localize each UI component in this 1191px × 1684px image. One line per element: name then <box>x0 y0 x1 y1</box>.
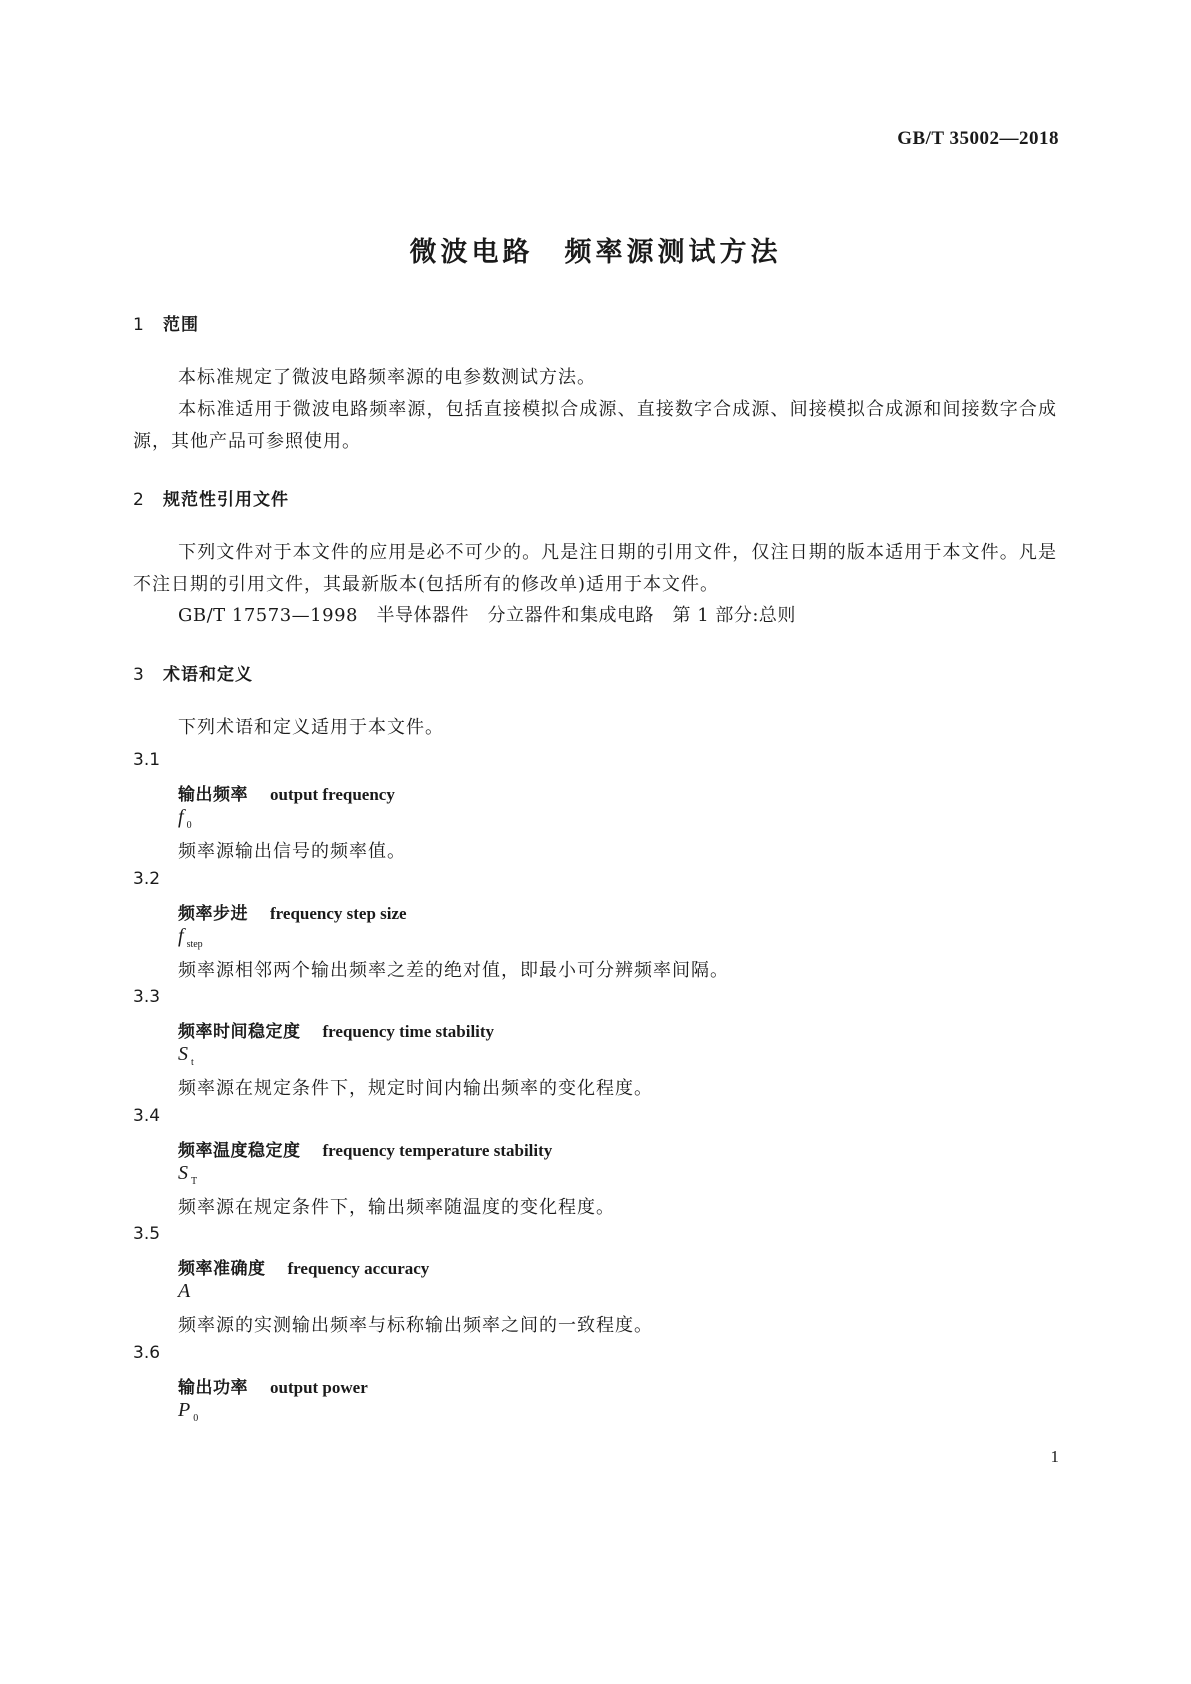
term-symbol-main: S <box>178 1043 188 1065</box>
section-number: 2 <box>133 490 145 510</box>
term-symbol-main: A <box>178 1280 191 1302</box>
term-number: 3.2 <box>133 868 161 889</box>
document-code: GB/T 35002—2018 <box>897 128 1059 149</box>
term-number: 3.5 <box>133 1224 161 1244</box>
term-symbol-subscript: 0 <box>186 820 192 831</box>
term-name-zh: 频率时间稳定度 <box>178 1022 301 1042</box>
section-title: 规范性引用文件 <box>163 490 289 510</box>
term-name-zh: 频率温度稳定度 <box>178 1140 301 1161</box>
term-name <box>178 1373 368 1398</box>
term-name-zh: 频率步进 <box>178 903 248 924</box>
term-symbol-main: f <box>178 924 184 947</box>
term-name-en: output power <box>270 1377 368 1397</box>
term-symbol-subscript: t <box>191 1057 194 1068</box>
term-symbol-main: S <box>178 1161 188 1184</box>
term-symbol-main: P <box>178 1398 191 1421</box>
term-symbol <box>178 925 203 950</box>
term-name-en: frequency step size <box>270 903 407 923</box>
term-symbol <box>178 1162 197 1187</box>
term-symbol <box>178 806 192 831</box>
term-name-zh: 输出频率 <box>178 785 248 805</box>
term-number: 3.4 <box>133 1105 161 1126</box>
section-number: 3 <box>133 665 145 685</box>
term-definition: 频率源的实测输出频率与标称输出频率之间的一致程度。 <box>178 1315 653 1336</box>
section-title: 范围 <box>163 315 199 335</box>
term-symbol-subscript: T <box>191 1175 198 1187</box>
term-name-en: frequency accuracy <box>287 1259 430 1278</box>
term-name-zh: 输出功率 <box>178 1377 248 1398</box>
term-name <box>178 1017 494 1042</box>
term-number: 3.3 <box>133 987 161 1007</box>
section-heading-normative-references <box>133 485 289 510</box>
term-symbol <box>178 1399 198 1424</box>
document-title: 微波电路 频率源测试方法 <box>409 237 782 268</box>
paragraph: 本标准适用于微波电路频率源，包括直接模拟合成源、直接数字合成源、间接模拟合成源和间接数字合成源，其他产品可参照使用。 <box>133 399 1057 452</box>
term-definition: 频率源输出信号的频率值。 <box>178 841 406 862</box>
term-name <box>178 780 395 805</box>
term-symbol-main: f <box>178 806 184 828</box>
reference-item: GB/T 17573—1998 半导体器件 分立器件和集成电路 第 1 部分:总则 <box>178 605 796 626</box>
section-number: 1 <box>133 315 145 335</box>
term-symbol-subscript: step <box>186 938 203 950</box>
section-title: 术语和定义 <box>163 665 253 685</box>
paragraph: 下列文件对于本文件的应用是必不可少的。凡是注日期的引用文件，仅注日期的版本适用于本文件。凡是不注日期的引用文件，其最新版本(包括所有的修改单)适用于本文件。 <box>133 542 1057 595</box>
term-number: 3.1 <box>133 750 161 770</box>
term-name-en: frequency time stability <box>322 1022 495 1041</box>
term-symbol-subscript: 0 <box>193 1412 199 1424</box>
paragraph: 本标准规定了微波电路频率源的电参数测试方法。 <box>178 367 596 388</box>
paragraph: 下列术语和定义适用于本文件。 <box>178 717 444 738</box>
page-number: 1 <box>1050 1447 1059 1466</box>
term-name-zh: 频率准确度 <box>178 1259 266 1279</box>
term-name-en: frequency temperature stability <box>322 1140 553 1160</box>
term-symbol <box>178 1043 194 1068</box>
term-definition: 频率源相邻两个输出频率之差的绝对值，即最小可分辨频率间隔。 <box>178 959 729 981</box>
section-heading-terms <box>133 660 253 685</box>
term-name <box>178 899 407 924</box>
term-number: 3.6 <box>133 1342 161 1363</box>
term-definition: 频率源在规定条件下，输出频率随温度的变化程度。 <box>178 1196 615 1218</box>
term-name <box>178 1136 552 1161</box>
term-name-en: output frequency <box>270 785 395 804</box>
section-heading-scope <box>133 310 199 335</box>
term-symbol <box>178 1280 190 1303</box>
term-name <box>178 1254 429 1279</box>
term-definition: 频率源在规定条件下，规定时间内输出频率的变化程度。 <box>178 1078 653 1099</box>
